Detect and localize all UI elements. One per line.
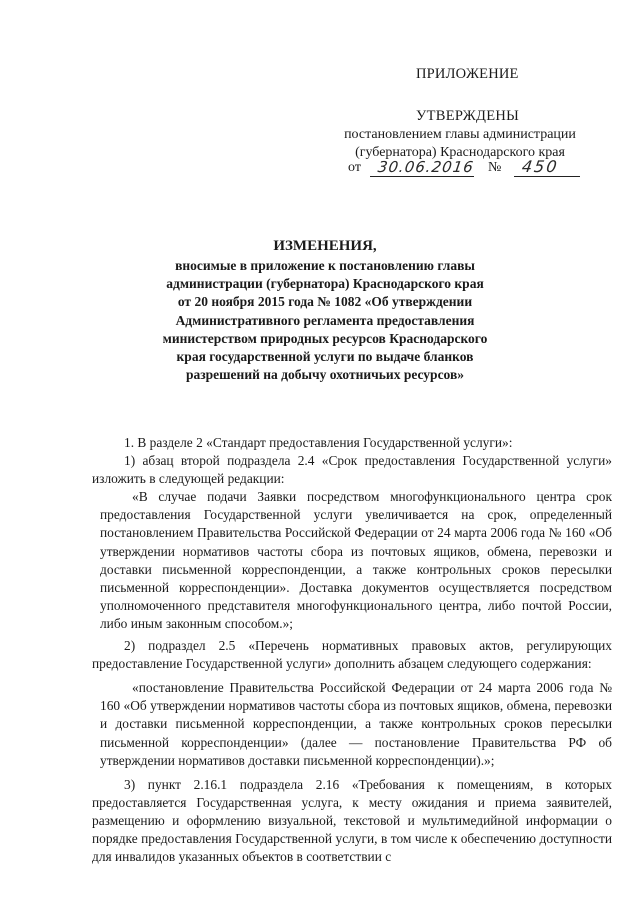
paragraph-item-3: 3) пункт 2.16.1 подраздела 2.16 «Требования к помещениям, в которых предоставляется Государственная услуга, к месту ожидания и приема заявителей, размещению и оформлению визуальной, текстовой и мультимедийной информации о порядке предоставления Государственной услуги, в том числе к обеспечению доступности для инвалидов указанных объектов в соответствии с [92,776,612,865]
title-line: разрешений на добычу охотничьих ресурсов» [185,367,465,383]
handwritten-number: 450 [520,157,560,176]
number-prefix: № [488,160,502,175]
paragraph-item-2: 2) подраздел 2.5 «Перечень нормативных правовых актов, регулирующих предоставление Государственной услуги» дополнить абзацем следующего содержания: [92,638,612,672]
handwritten-date: 30.06.2016 [376,158,476,176]
date-number-row [348,157,588,180]
date-underline [370,176,474,177]
paragraph-quote-1: «В случае подачи Заявки посредством многофункционального центра срок предоставления Государственной услуги увеличивается на срок, определенный постановлением Правительства Российской Федерации от 24 марта 2006 года № 160 «Об утверждении нормативов частоты сбора из почтовых ящиков, обмена, перевозки и доставки письменной корреспонденции, а также контрольных сроков пересылки письменной корреспонденции». Доставка документов осуществляется посредством уполномоченного представителя многофункционального центра, либо почтой России, либо иным законным способом.»; [100,489,612,631]
document-body [92,434,612,866]
paragraph-quote-2: «постановление Правительства Российской Федерации от 24 марта 2006 года № 160 «Об утверждении нормативов частоты сбора из почтовых ящиков, обмена, перевозки и доставки письменной корреспонденции, а также контрольных сроков пересылки письменной корреспонденции» (далее — постановление Правительства РФ об утверждении нормативов доставки письменной корреспонденции).»; [100,680,612,768]
paragraph-section-2: 1. В разделе 2 «Стандарт предоставления Государственной услуги»: [124,435,513,450]
appendix-label: ПРИЛОЖЕНИЕ [416,66,519,82]
title-line: министерством природных ресурсов Краснодарского [162,330,488,346]
number-underline [514,176,580,177]
date-prefix: от [348,160,361,175]
document-title [110,237,540,384]
title-line: администрации (губернатора) Краснодарского края [166,276,484,292]
approval-authority-line: (губернатора) Краснодарского края [355,145,565,160]
title-line: Административного регламента предоставления [175,312,475,328]
title-line: вносимые в приложение к постановлению главы [175,258,475,273]
paragraph-item-1: 1) абзац второй подраздела 2.4 «Срок предоставления Государственной услуги» изложить в следующей редакции: [92,453,612,487]
title-heading: ИЗМЕНЕНИЯ, [273,238,377,254]
approval-resolution-line: постановлением главы администрации [344,127,576,142]
approved-label: УТВЕРЖДЕНЫ [416,108,520,124]
title-line: от 20 ноября 2015 года № 1082 «Об утверждении [177,294,473,310]
title-line: края государственной услуги по выдаче бланков [176,349,474,365]
